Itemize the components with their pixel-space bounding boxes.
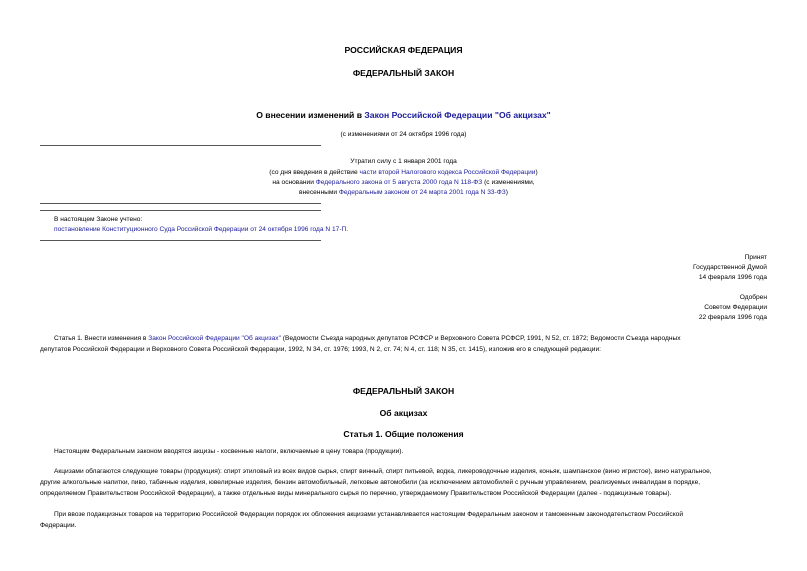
article1-amend-line-1 — [54, 334, 681, 343]
accepted-label: Принят — [744, 254, 767, 261]
approved-label: Одобрен — [739, 294, 767, 301]
adoption-accepted — [693, 253, 767, 283]
validity-line-2 — [0, 168, 807, 177]
divider — [40, 240, 321, 241]
excise-law-link[interactable]: Закон Российской Федерации "Об акцизах" — [148, 335, 281, 342]
article1-amend-prefix: Статья 1. Внести изменения в — [54, 335, 149, 342]
article1-amend-text: (Ведомости Съезда народных депутатов РСФСР и Верховного Совета РСФСР, 1991, N 52, ст. 1872; Ведомости Съезда народных — [280, 335, 681, 342]
law-33-link[interactable]: Федеральным законом от 24 марта 2001 года N 33-ФЗ — [338, 189, 506, 196]
validity-line-4-suffix: ) — [505, 189, 508, 196]
approved-by: Советом Федерации — [704, 304, 767, 311]
validity-line-3-suffix: (с изменениями, — [482, 179, 535, 186]
validity-line-2-suffix: ) — [535, 169, 538, 176]
document-type: ФЕДЕРАЛЬНЫЙ ЗАКОН — [352, 68, 455, 78]
divider — [40, 203, 321, 204]
validity-line-3-prefix: на основании — [272, 179, 316, 186]
validity-line-3 — [0, 178, 807, 187]
paragraph-2-line-3: определяемом Правительством Российской Федерации), а также отдельные виды минерального сырья по перечню, утверждаемому Правительством Российской Федерации (далее - подакцизные товары). — [40, 490, 672, 497]
paragraph-2-line-2: другие алкогольные напитки, пиво, табачные изделия, ювелирные изделия, бензин автомобильный, легковые автомобили (за исключением автомобилей с ручным управлением, реализуемых инвалидам в порядке, — [40, 479, 701, 486]
validity-line-2-prefix: (со дня введения в действие — [269, 169, 360, 176]
article1-amend-line-2: депутатов Российской Федерации и Верховного Совета Российской Федерации, 1992, N 34, ст. 1976; 1993, N 2, ст. 74; N 4, ст. 118; N 35, ст. 1415), изложив его в следующей редакции: — [40, 346, 601, 353]
paragraph-1: Настоящим Федеральным законом вводятся акцизы - косвенные налоги, включаемые в цену товара (продукции). — [54, 448, 404, 455]
law-title-link[interactable]: Закон Российской Федерации "Об акцизах" — [364, 110, 551, 120]
accepted-by: Государственной Думой — [693, 264, 767, 271]
paragraph-3-line-2: Федерации. — [40, 522, 77, 529]
validity-line-1: Утратил силу с 1 января 2001 года — [350, 158, 457, 165]
divider — [40, 210, 321, 211]
article-heading: Статья 1. Общие положения — [343, 429, 464, 439]
approved-date: 22 февраля 1996 года — [698, 314, 767, 321]
validity-line-4 — [0, 188, 807, 197]
law-doc-type: ФЕДЕРАЛЬНЫЙ ЗАКОН — [352, 386, 455, 396]
law-title-prefix: О внесении изменений в — [256, 110, 365, 120]
country-title: РОССИЙСКАЯ ФЕДЕРАЦИЯ — [344, 45, 463, 55]
tax-code-link[interactable]: части второй Налогового кодекса Российской Федерации — [359, 169, 536, 176]
law-subtitle: Об акцизах — [379, 408, 428, 418]
constitutional-court-link[interactable]: постановление Конституционного Суда Российской Федерации от 24 октября 1996 года N 17-П. — [54, 226, 349, 233]
law-118-link[interactable]: Федерального закона от 5 августа 2000 года N 118-ФЗ — [315, 179, 483, 186]
accepted-date: 14 февраля 1996 года — [698, 274, 767, 281]
law-title — [0, 110, 807, 120]
edition-note: (с изменениями от 24 октября 1996 года) — [340, 131, 467, 138]
paragraph-3-line-1: При ввозе подакцизных товаров на территорию Российской Федерации порядок их обложения акцизами устанавливается настоящим Федеральным законом и таможенным законодательством Российской — [54, 511, 684, 518]
considered-label: В настоящем Законе учтено: — [54, 216, 143, 223]
divider — [40, 145, 321, 146]
paragraph-2-line-1: Акцизами облагаются следующие товары (продукция): спирт этиловый из всех видов сырья, спирт винный, спирт питьевой, водка, ликероводочные изделия, коньяк, шампанское (вино игристое), вино натуральное, — [54, 468, 712, 475]
adoption-approved — [699, 293, 767, 323]
validity-line-4-prefix: внесенными — [299, 189, 339, 196]
